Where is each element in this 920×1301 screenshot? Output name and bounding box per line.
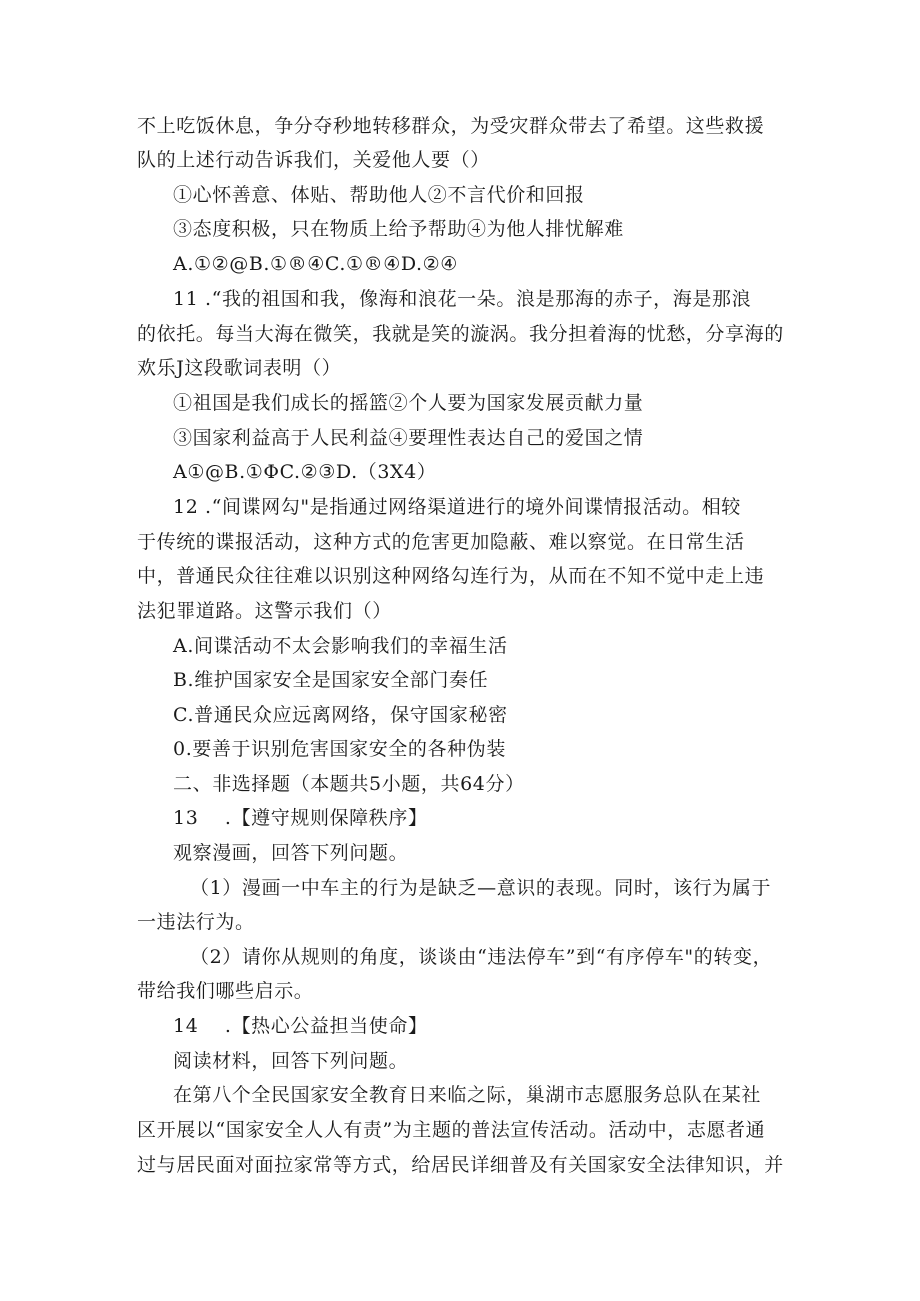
text-line: 区开展以“国家安全人人有责”为主题的普法宣传活动。活动中，志愿者通 xyxy=(137,1119,766,1141)
choice-c: C.普通民众应远离网络，保守国家秘密 xyxy=(173,704,508,726)
section-heading: 二、非选择题（本题共5小题，共64分） xyxy=(173,773,525,795)
question-13: 13 .【遵守规则保障秩序】 xyxy=(173,807,428,829)
option-line: ①心怀善意、体贴、帮助他人②不言代价和回报 xyxy=(173,184,585,206)
instruction-line: 观察漫画，回答下列问题。 xyxy=(173,842,409,864)
text-line: 过与居民面对面拉家常等方式，给居民详细普及有关国家安全法律知识，并 xyxy=(137,1154,784,1176)
option-line: ③态度积极，只在物质上给予帮助④为他人排忧解难 xyxy=(173,218,624,240)
choice-d: 0.要善于识别危害国家安全的各种伪装 xyxy=(173,738,506,760)
text-line: 带给我们哪些启示。 xyxy=(137,980,314,1002)
text-line: 中，普通民众往往难以识别这种网络勾连行为，从而在不知不觉中走上违 xyxy=(137,565,765,587)
text-line: 队的上述行动告诉我们，关爱他人要（） xyxy=(137,149,490,171)
answer-choices: A.①②@B.①®④C.①®④D.②④ xyxy=(173,253,458,275)
question-11: 11 .“我的祖国和我，像海和浪花一朵。浪是那海的赤子，海是那浪 xyxy=(173,288,752,310)
question-12: 12 .“间谍网勾"是指通过网络渠道进行的境外间谍情报活动。相较 xyxy=(173,496,741,518)
answer-choices: A①@B.①ΦC.②③D.（3X4） xyxy=(173,461,437,483)
option-line: ③国家利益高于人民利益④要理性表达自己的爱国之情 xyxy=(173,427,644,449)
choice-b: B.维护国家安全是国家安全部门奏任 xyxy=(173,669,489,691)
sub-question-2: （2）请你从规则的角度，谈谈由“违法停车”到“有序停车"的转变， xyxy=(190,946,773,968)
text-line: 于传统的谍报活动，这种方式的危害更加隐蔽、难以察觉。在日常生活 xyxy=(137,531,745,553)
question-14: 14 .【热心公益担当使命】 xyxy=(173,1015,428,1037)
sub-question-1: （1）漫画一中车主的行为是缺乏—意识的表现。同时，该行为属于 xyxy=(190,877,772,899)
option-line: ①祖国是我们成长的摇篮②个人要为国家发展贡献力量 xyxy=(173,392,644,414)
text-line: 在第八个全民国家安全教育日来临之际，巢湖市志愿服务总队在某社 xyxy=(173,1084,762,1106)
choice-a: A.间谍活动不太会影响我们的幸福生活 xyxy=(173,635,508,657)
text-line: 一违法行为。 xyxy=(137,911,255,933)
instruction-line: 阅读材料，回答下列问题。 xyxy=(173,1050,409,1072)
text-line: 欢乐J这段歌词表明（） xyxy=(137,357,342,379)
text-line: 不上吃饭休息，争分夺秒地转移群众，为受灾群众带去了希望。这些救援 xyxy=(137,115,765,137)
text-line: 法犯罪道路。这警示我们（） xyxy=(137,600,392,622)
text-line: 的依托。每当大海在微笑，我就是笑的漩涡。我分担着海的忧愁，分享海的 xyxy=(137,323,784,345)
